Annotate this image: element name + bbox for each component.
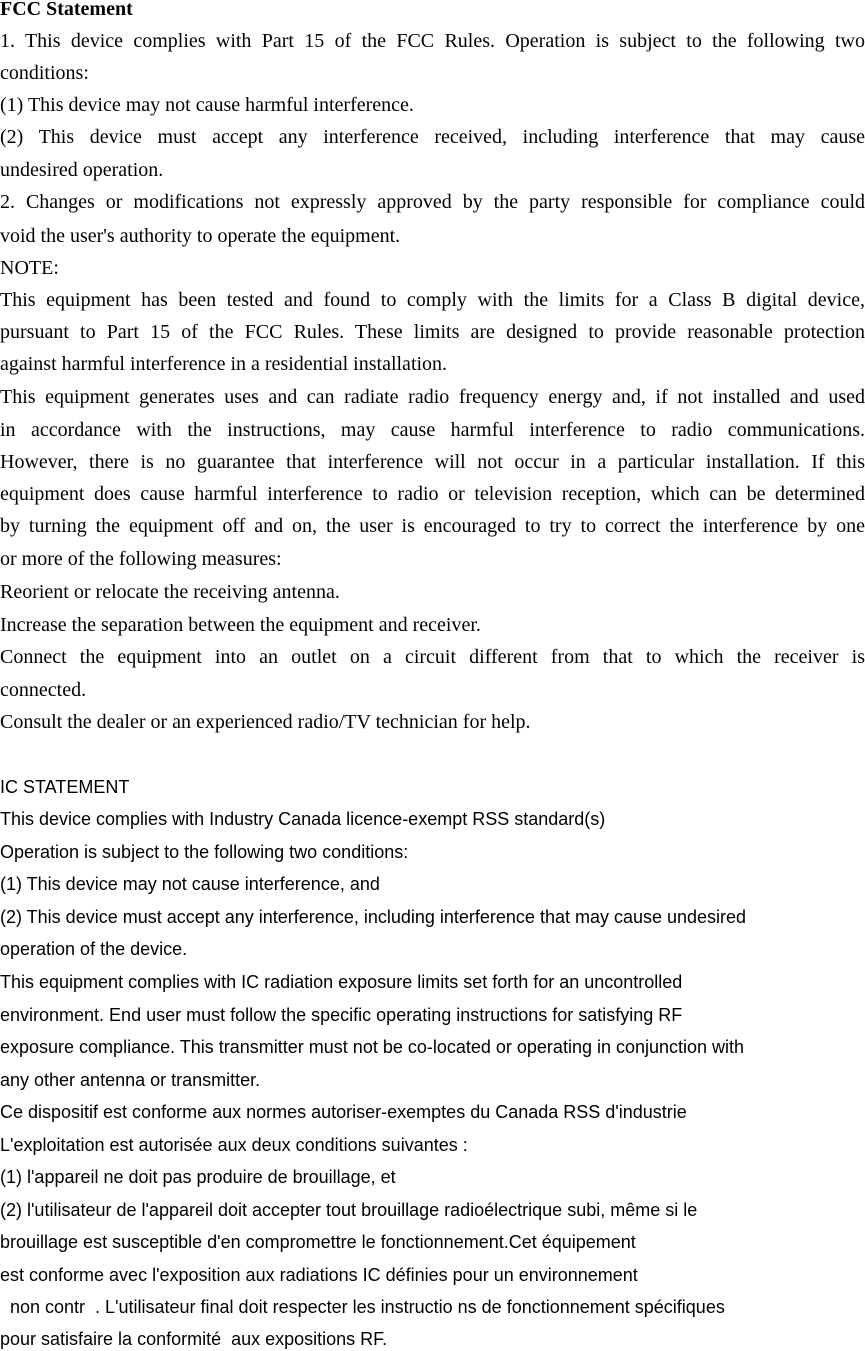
ic-line: environment. End user must follow the specific operating instructions for satisfying RF <box>0 1005 683 1025</box>
fcc-line: Reorient or relocate the receiving antenna. <box>0 581 340 603</box>
ic-line: Ce dispositif est conforme aux normes autoriser-exemptes du Canada RSS d'industrie <box>0 1102 687 1122</box>
ic-line: exposure compliance. This transmitter must not be co-located or operating in conjunction with <box>0 1037 745 1057</box>
fcc-line: 1. This device complies with Part 15 of the FCC Rules. Operation is subject to the following two <box>0 30 865 52</box>
fcc-line: This equipment has been tested and found to comply with the limits for a Class B digital device, <box>0 289 865 311</box>
ic-line: non contr . L'utilisateur final doit respecter les instructio ns de fonctionnement spécifiques <box>0 1297 725 1317</box>
fcc-line: 2. Changes or modifications not expressly approved by the party responsible for compliance could <box>0 191 865 213</box>
ic-line: This device complies with Industry Canada licence-exempt RSS standard(s) <box>0 809 606 829</box>
fcc-line: Connect the equipment into an outlet on a circuit different from that to which the receiver is <box>0 646 865 668</box>
ic-line: Operation is subject to the following two conditions: <box>0 842 409 862</box>
fcc-line: by turning the equipment off and on, the user is encouraged to try to correct the interference by one <box>0 515 865 537</box>
ic-line: est conforme avec l'exposition aux radiations IC définies pour un environnement <box>0 1265 638 1285</box>
ic-line: (1) l'appareil ne doit pas produire de brouillage, et <box>0 1167 396 1187</box>
fcc-line: NOTE: <box>0 257 59 279</box>
ic-line: This equipment complies with IC radiation exposure limits set forth for an uncontrolled <box>0 972 683 992</box>
fcc-line: equipment does cause harmful interference to radio or television reception, which can be determined <box>0 483 865 505</box>
ic-line: brouillage est susceptible d'en compromettre le fonctionnement.Cet équipement <box>0 1232 636 1252</box>
fcc-line: undesired operation. <box>0 159 164 181</box>
fcc-line: (1) This device may not cause harmful interference. <box>0 94 414 116</box>
fcc-line: conditions: <box>0 62 89 84</box>
ic-line: (2) This device must accept any interference, including interference that may cause undesired <box>0 907 747 927</box>
ic-title: IC STATEMENT <box>0 777 130 797</box>
fcc-line: pursuant to Part 15 of the FCC Rules. These limits are designed to provide reasonable protection <box>0 321 865 343</box>
ic-line: (2) l'utilisateur de l'appareil doit accepter tout brouillage radioélectrique subi, même si le <box>0 1200 698 1220</box>
fcc-line: This equipment generates uses and can radiate radio frequency energy and, if not installed and used <box>0 386 865 408</box>
ic-line: (1) This device may not cause interference, and <box>0 874 380 894</box>
fcc-line: However, there is no guarantee that interference will not occur in a particular installation. If this <box>0 451 865 473</box>
fcc-line: in accordance with the instructions, may cause harmful interference to radio communications. <box>0 419 865 441</box>
ic-line: any other antenna or transmitter. <box>0 1070 261 1090</box>
fcc-line: connected. <box>0 679 87 701</box>
ic-line: L'exploitation est autorisée aux deux conditions suivantes : <box>0 1135 468 1155</box>
ic-line: pour satisfaire la conformité aux expositions RF. <box>0 1329 388 1349</box>
fcc-line: Consult the dealer or an experienced radio/TV technician for help. <box>0 711 531 733</box>
fcc-line: void the user's authority to operate the equipment. <box>0 225 401 247</box>
ic-line: operation of the device. <box>0 939 188 959</box>
fcc-title: FCC Statement <box>0 0 133 20</box>
fcc-line: Increase the separation between the equipment and receiver. <box>0 614 481 636</box>
fcc-line: (2) This device must accept any interference received, including interference that may cause <box>0 126 865 148</box>
fcc-line: or more of the following measures: <box>0 548 282 570</box>
fcc-line: against harmful interference in a residential installation. <box>0 353 448 375</box>
